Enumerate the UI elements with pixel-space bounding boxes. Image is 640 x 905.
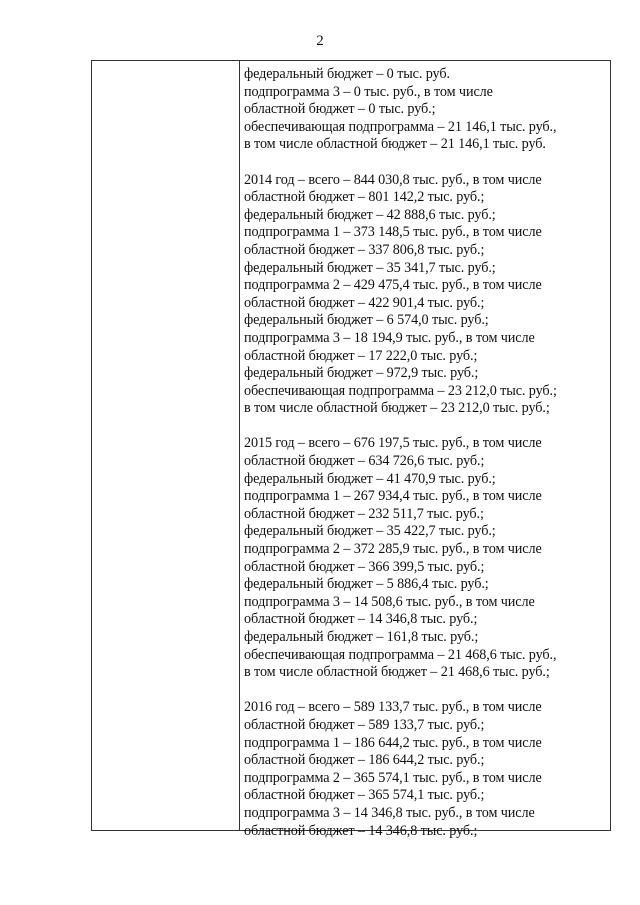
text-line: подпрограмма 3 – 14 508,6 тыс. руб., в том числе [244,593,535,610]
text-line: 2016 год – всего – 589 133,7 тыс. руб., в том числе [244,699,542,716]
text-line: областной бюджет – 589 133,7 тыс. руб.; [244,716,485,733]
text-line: федеральный бюджет – 6 574,0 тыс. руб.; [244,312,489,329]
text-line: подпрограмма 3 – 14 346,8 тыс. руб., в том числе [244,804,535,821]
text-line: федеральный бюджет – 0 тыс. руб. [244,66,450,82]
text-line: федеральный бюджет – 161,8 тыс. руб.; [244,629,479,645]
text-line: обеспечивающая подпрограмма – 23 212,0 тыс. руб.; [244,382,557,399]
text-line: подпрограмма 2 – 429 475,4 тыс. руб., в том числе [244,277,542,294]
text-line: областной бюджет – 14 346,8 тыс. руб.; [244,822,478,839]
text-line: подпрограмма 1 – 186 644,2 тыс. руб., в том числе [244,734,542,751]
text-line: областной бюджет – 634 726,6 тыс. руб.; [244,453,485,470]
text-line: областной бюджет – 186 644,2 тыс. руб.; [244,752,485,769]
paragraph-gap [244,154,606,172]
text-line: областной бюджет – 366 399,5 тыс. руб.; [244,558,485,575]
text-line: областной бюджет – 14 346,8 тыс. руб.; [244,611,478,628]
funding-table [91,60,611,839]
text-line: подпрограмма 3 – 18 194,9 тыс. руб., в том числе [244,329,535,346]
text-line: областной бюджет – 365 574,1 тыс. руб.; [244,787,485,804]
text-line: областной бюджет – 0 тыс. руб.; [244,101,436,118]
text-line: подпрограмма 2 – 372 285,9 тыс. руб., в том числе [244,541,542,558]
text-line: обеспечивающая подпрограмма – 21 468,6 тыс. руб., [244,646,557,663]
text-line: областной бюджет – 337 806,8 тыс. руб.; [244,241,485,258]
year-2015-block [244,435,606,681]
text-line: федеральный бюджет – 972,9 тыс. руб.; [244,365,479,382]
text-line: подпрограмма 2 – 365 574,1 тыс. руб., в том числе [244,769,542,786]
text-line: областной бюджет – 17 222,0 тыс. руб.; [244,347,478,364]
year-2014-block [244,172,606,418]
continuation-block [244,66,606,154]
page-number: 2 [316,33,324,49]
text-line: в том числе областной бюджет – 23 212,0 тыс. руб.; [244,400,550,417]
text-line: обеспечивающая подпрограмма – 21 146,1 тыс. руб., [244,118,557,135]
table-content-cell [244,66,606,840]
text-line: подпрограмма 3 – 0 тыс. руб., в том числе [244,83,493,100]
paragraph-gap [244,682,606,700]
text-line: в том числе областной бюджет – 21 468,6 тыс. руб.; [244,664,550,681]
text-line: областной бюджет – 232 511,7 тыс. руб.; [244,505,484,522]
year-2016-block [244,699,606,840]
text-line: подпрограмма 1 – 373 148,5 тыс. руб., в том числе [244,224,542,241]
text-line: подпрограмма 1 – 267 934,4 тыс. руб., в том числе [244,488,542,505]
text-line: областной бюджет – 422 901,4 тыс. руб.; [244,294,485,311]
column-divider [239,61,240,830]
text-line: федеральный бюджет – 42 888,6 тыс. руб.; [244,206,496,223]
table-label-cell [92,61,239,830]
paragraph-gap [244,418,606,436]
text-line: 2015 год – всего – 676 197,5 тыс. руб., в том числе [244,435,542,452]
text-line: федеральный бюджет – 41 470,9 тыс. руб.; [244,470,496,487]
text-line: областной бюджет – 801 142,2 тыс. руб.; [244,189,485,206]
text-line: федеральный бюджет – 35 422,7 тыс. руб.; [244,523,496,540]
text-line: федеральный бюджет – 35 341,7 тыс. руб.; [244,259,496,276]
text-line: федеральный бюджет – 5 886,4 тыс. руб.; [244,576,489,593]
text-line: в том числе областной бюджет – 21 146,1 тыс. руб. [244,136,546,153]
text-line: 2014 год – всего – 844 030,8 тыс. руб., в том числе [244,171,542,188]
